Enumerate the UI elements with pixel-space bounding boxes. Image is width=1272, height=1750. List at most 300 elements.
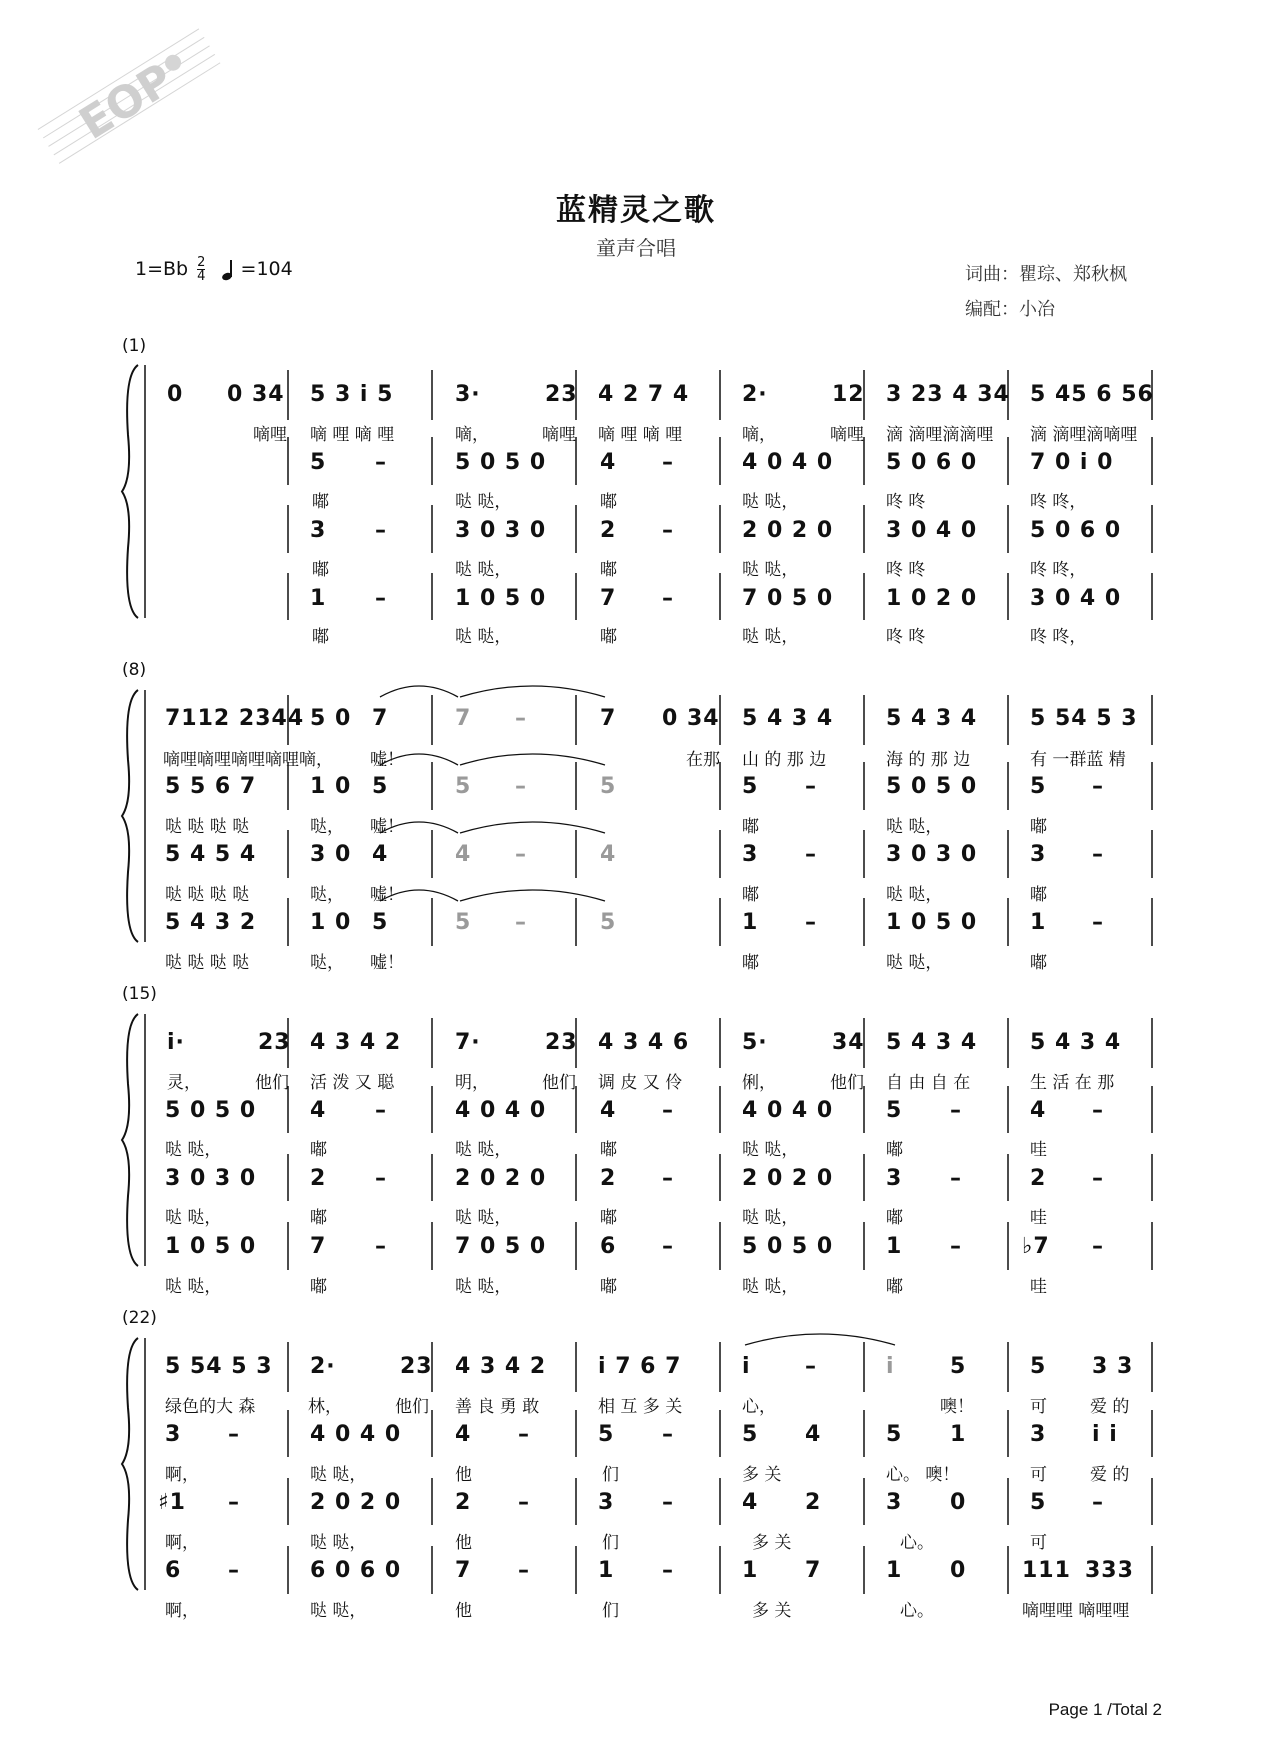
note-group: ♭7: [1022, 1234, 1050, 1259]
note-group: 3: [310, 518, 327, 543]
lyric: 咚 咚: [886, 492, 926, 512]
note-group: 3: [165, 1422, 182, 1447]
lyric: 他们: [255, 1073, 289, 1093]
lyric: 可: [1030, 1533, 1047, 1553]
lyric: 啊，: [165, 1465, 199, 1485]
lyric: 哒 哒，: [455, 1277, 512, 1297]
note-group: 4 3 4 2: [310, 1030, 402, 1055]
note-group: 0 34: [662, 706, 720, 731]
note-group: –: [375, 1166, 387, 1191]
note-group: 12: [832, 382, 865, 407]
lyric: 哒 哒，: [310, 1533, 367, 1553]
note-group: 1 0 5 0: [886, 910, 978, 935]
note-group: 4 0 4 0: [455, 1098, 547, 1123]
note-group: –: [805, 910, 817, 935]
lyric: 滴 滴哩滴滴哩: [886, 425, 994, 445]
note-group: 3 0 4 0: [1030, 586, 1122, 611]
lyric: 嘟: [312, 560, 329, 580]
note-group: 5 4 3 2: [165, 910, 257, 935]
note-group: –: [375, 1098, 387, 1123]
note-group: –: [518, 1558, 530, 1583]
note-group: 0: [167, 382, 184, 407]
lyric: 哒 哒，: [165, 1140, 222, 1160]
lyric: 噢！: [940, 1397, 974, 1417]
lyric: 嘀哩: [542, 425, 576, 445]
note-group: 5 54 5 3: [165, 1354, 273, 1379]
note-group: –: [375, 1234, 387, 1259]
note-group: 2: [310, 1166, 327, 1191]
note-group: –: [1092, 842, 1104, 867]
note-group: –: [515, 842, 527, 867]
note-group: 4: [600, 1098, 617, 1123]
note-group: 23: [400, 1354, 433, 1379]
lyric: 哒，: [310, 817, 344, 837]
note-group: 7: [805, 1558, 822, 1583]
lyric: 哒 哒，: [886, 885, 943, 905]
note-group: 1: [950, 1422, 967, 1447]
note-group: 0: [950, 1490, 967, 1515]
note-group: 3 0 4 0: [886, 518, 978, 543]
note-group: 5 4 5 4: [165, 842, 257, 867]
note-group: 5: [886, 1098, 903, 1123]
note-group: 4: [600, 842, 617, 867]
lyric: 嘘！: [370, 885, 404, 905]
lyric: 哇: [1030, 1208, 1047, 1228]
lyric: 哒 哒 哒 哒: [165, 817, 250, 837]
lyric: 哒 哒，: [165, 1277, 222, 1297]
lyric: 们: [602, 1465, 619, 1485]
note-group: 3: [886, 1490, 903, 1515]
tie-arc: [380, 686, 458, 697]
lyric: 咚 咚: [886, 560, 926, 580]
lyric: 自 由 自 在: [886, 1073, 971, 1093]
note-group: 3 0 3 0: [886, 842, 978, 867]
lyric: 善 良 勇 敢: [455, 1397, 540, 1417]
lyric: 滴 滴哩滴嘀哩: [1030, 425, 1138, 445]
note-group: 7·: [455, 1030, 481, 1055]
song-title: 蓝精灵之歌: [556, 193, 716, 228]
note-group: 5: [455, 774, 472, 799]
note-group: –: [518, 1490, 530, 1515]
lyric: 嘀，: [742, 425, 776, 445]
lyric: 哒 哒，: [310, 1601, 367, 1621]
note-group: 4 3 4 6: [598, 1030, 690, 1055]
note-group: –: [1092, 1490, 1104, 1515]
lyric: 哒 哒，: [455, 492, 512, 512]
lyric: 哒 哒，: [310, 1465, 367, 1485]
lyric: 嘟: [312, 492, 329, 512]
note-group: 5 5 6 7: [165, 774, 257, 799]
lyric: 他: [455, 1533, 472, 1553]
note-group: –: [1092, 1166, 1104, 1191]
system-number: (8): [122, 660, 147, 680]
note-group: 5: [598, 1422, 615, 1447]
lyric: 嘀，: [455, 425, 489, 445]
note-group: 5: [886, 1422, 903, 1447]
lyric: 嘟: [310, 1208, 327, 1228]
note-group: –: [662, 1098, 674, 1123]
note-group: 4 2 7 4: [598, 382, 690, 407]
lyric: 咚 咚，: [1030, 627, 1087, 647]
note-group: 111: [1022, 1558, 1071, 1583]
note-group: 1 0 5 0: [165, 1234, 257, 1259]
note-group: –: [1092, 1098, 1104, 1123]
note-group: 5 0 5 0: [165, 1098, 257, 1123]
note-group: 5 0 5 0: [455, 450, 547, 475]
note-group: 1 0 5 0: [455, 586, 547, 611]
lyric: 他们: [395, 1397, 429, 1417]
lyric: 哒 哒，: [742, 1208, 799, 1228]
note-group: 5 0 5 0: [886, 774, 978, 799]
note-group: –: [1092, 1234, 1104, 1259]
note-group: 333: [1085, 1558, 1134, 1583]
note-group: 4: [455, 1422, 472, 1447]
note-group: i 7 6 7: [598, 1354, 682, 1379]
note-group: 5 54 5 3: [1030, 706, 1138, 731]
note-group: 6: [165, 1558, 182, 1583]
system-number: (22): [122, 1308, 157, 1328]
note-group: 5: [372, 910, 389, 935]
lyric: 心。: [900, 1601, 934, 1621]
note-group: 5 4 3 4: [886, 706, 978, 731]
note-group: 2: [1030, 1166, 1047, 1191]
note-group: 5 0 6 0: [1030, 518, 1122, 543]
lyric: 嘘！: [370, 953, 404, 973]
lyricist-credit: 词曲：瞿琮、郑秋枫: [965, 264, 1127, 285]
system-number: (15): [122, 984, 157, 1004]
lyric: 多 关: [742, 1465, 782, 1485]
note-group: 3: [1030, 842, 1047, 867]
note-group: –: [375, 518, 387, 543]
lyric: 啊，: [165, 1533, 199, 1553]
lyric: 嘟: [1030, 817, 1047, 837]
note-group: 3 3: [1092, 1354, 1134, 1379]
note-group: 7: [455, 1558, 472, 1583]
system-brace: [122, 690, 138, 942]
lyric: 嘀 哩 嘀 哩: [310, 425, 395, 445]
note-group: i i: [1092, 1422, 1118, 1447]
note-group: 5: [455, 910, 472, 935]
note-group: 1: [742, 910, 759, 935]
lyric: 哒 哒，: [165, 1208, 222, 1228]
note-group: 3 23 4 34: [886, 382, 1010, 407]
note-group: –: [228, 1558, 240, 1583]
note-group: 2 0 2 0: [310, 1490, 402, 1515]
note-group: 2 0 2 0: [455, 1166, 547, 1191]
page-indicator: Page 1 /Total 2: [1048, 1700, 1162, 1719]
note-group: 7: [600, 706, 617, 731]
note-group: 7: [600, 586, 617, 611]
tempo-marking: =104: [240, 258, 293, 280]
lyric: 咚 咚: [886, 627, 926, 647]
lyric: 哇: [1030, 1277, 1047, 1297]
lyric: 哒，: [310, 885, 344, 905]
note-group: 5: [372, 774, 389, 799]
note-group: 1: [886, 1234, 903, 1259]
note-group: –: [375, 450, 387, 475]
tie-arc: [745, 1334, 895, 1345]
note-group: 5·: [742, 1030, 768, 1055]
note-group: 1: [310, 586, 327, 611]
note-group: –: [1092, 910, 1104, 935]
time-signature-bottom: 4: [197, 269, 206, 284]
note-group: 3: [1030, 1422, 1047, 1447]
note-group: –: [518, 1422, 530, 1447]
arranger-credit: 编配：小冶: [965, 299, 1055, 320]
lyric: 们: [602, 1601, 619, 1621]
lyric: 嘟: [742, 953, 759, 973]
lyric: 绿色的大 森: [165, 1397, 256, 1417]
note-group: 1: [1030, 910, 1047, 935]
system-brace: [122, 365, 138, 618]
lyric: 嘟: [600, 492, 617, 512]
note-group: –: [950, 1166, 962, 1191]
note-group: 7 0 5 0: [742, 586, 834, 611]
lyric: 他们: [830, 1073, 864, 1093]
note-group: 1: [598, 1558, 615, 1583]
lyric: 嘟: [600, 1208, 617, 1228]
lyric: 山 的 那 边: [742, 750, 827, 770]
lyric: 啊，: [165, 1601, 199, 1621]
lyric: 哒 哒 哒 哒: [165, 953, 250, 973]
lyric: 明，: [455, 1073, 489, 1093]
lyric: 嘟: [1030, 885, 1047, 905]
lyric: 哒 哒，: [886, 817, 943, 837]
note-group: 2·: [310, 1354, 336, 1379]
tie-arc: [460, 822, 605, 833]
key-tempo-line: [135, 256, 293, 283]
lyric: 他: [455, 1465, 472, 1485]
lyric: 哒，: [310, 953, 344, 973]
note-group: 5 0: [310, 706, 352, 731]
note-group: 0 34: [227, 382, 285, 407]
lyric: 嘟: [742, 885, 759, 905]
lyric: 相 互 多 关: [598, 1397, 683, 1417]
note-group: 7 0 5 0: [455, 1234, 547, 1259]
note-group: 2: [600, 1166, 617, 1191]
note-group: 7: [372, 706, 389, 731]
note-group: 3 0 3 0: [455, 518, 547, 543]
lyric: 他们: [542, 1073, 576, 1093]
note-group: –: [515, 774, 527, 799]
lyric: 多 关: [752, 1601, 792, 1621]
note-group: 1 0: [310, 910, 352, 935]
key-signature: 1=Bb: [135, 258, 189, 280]
note-group: 2: [600, 518, 617, 543]
note-group: –: [515, 706, 527, 731]
note-group: –: [662, 450, 674, 475]
note-group: –: [662, 1422, 674, 1447]
lyric: 海 的 那 边: [886, 750, 971, 770]
note-group: 7112 2344: [165, 706, 305, 731]
lyric: 嘟: [600, 1277, 617, 1297]
note-group: 2: [805, 1490, 822, 1515]
note-group: i: [886, 1354, 895, 1379]
lyric: 嘟: [600, 627, 617, 647]
note-group: 4: [742, 1490, 759, 1515]
note-group: –: [1092, 774, 1104, 799]
lyric: 嘘！: [370, 817, 404, 837]
note-group: –: [228, 1490, 240, 1515]
note-group: 5: [1030, 1354, 1047, 1379]
lyric: 哒 哒 哒 哒: [165, 885, 250, 905]
lyric: 有 一群蓝 精: [1030, 750, 1126, 770]
note-group: 2·: [742, 382, 768, 407]
note-group: 23: [545, 382, 578, 407]
lyric: 嘟: [600, 1140, 617, 1160]
note-group: 5 0 6 0: [886, 450, 978, 475]
svg-text:EOP: EOP: [70, 53, 183, 150]
lyric: 心。: [900, 1533, 934, 1553]
lyric: 哒 哒，: [886, 953, 943, 973]
note-group: 5: [742, 1422, 759, 1447]
lyric: 哒 哒，: [455, 1208, 512, 1228]
lyric: 嘀哩嘀哩嘀哩嘀哩嘀，: [163, 750, 333, 770]
lyric: 林，: [308, 1397, 342, 1417]
note-group: 23: [545, 1030, 578, 1055]
note-group: –: [805, 1354, 817, 1379]
lyric: 嘀哩: [253, 425, 287, 445]
note-group: 4 3 4 2: [455, 1354, 547, 1379]
lyric: 哒 哒，: [455, 1140, 512, 1160]
lyric: 哒 哒，: [742, 627, 799, 647]
note-group: 0: [950, 1558, 967, 1583]
lyric: 哒 哒，: [742, 492, 799, 512]
note-group: i: [742, 1354, 751, 1379]
lyric: 嘟: [886, 1208, 903, 1228]
lyric: 咚 咚，: [1030, 560, 1087, 580]
lyric: 灵，: [167, 1073, 201, 1093]
note-group: 5: [600, 774, 617, 799]
note-group: –: [228, 1422, 240, 1447]
note-group: 4: [805, 1422, 822, 1447]
note-group: 5: [1030, 774, 1047, 799]
lyric: 俐，: [742, 1073, 776, 1093]
lyric: 哒 哒，: [455, 627, 512, 647]
lyric: 嘟: [600, 560, 617, 580]
lyric: 嘟: [1030, 953, 1047, 973]
note-group: 5 4 3 4: [1030, 1030, 1122, 1055]
note-group: –: [950, 1098, 962, 1123]
note-group: ♯1: [158, 1490, 186, 1515]
note-group: 4 0 4 0: [310, 1422, 402, 1447]
note-group: 7: [310, 1234, 327, 1259]
lyric: 嘟: [310, 1277, 327, 1297]
note-group: 3·: [455, 382, 481, 407]
tie-arc: [460, 754, 605, 765]
lyric: 嘟: [886, 1277, 903, 1297]
lyric: 可: [1030, 1397, 1047, 1417]
lyric: 嘟: [312, 627, 329, 647]
note-group: 23: [258, 1030, 291, 1055]
lyric: 他: [455, 1601, 472, 1621]
note-group: 7: [455, 706, 472, 731]
note-group: 3: [598, 1490, 615, 1515]
lyric: 多 关: [752, 1533, 792, 1553]
note-group: 1: [886, 1558, 903, 1583]
note-group: 5: [742, 774, 759, 799]
note-group: 6: [600, 1234, 617, 1259]
note-group: –: [375, 586, 387, 611]
lyric: 哒 哒，: [742, 1140, 799, 1160]
lyric: 嘀哩哩 嘀哩哩: [1022, 1601, 1130, 1621]
time-signature-top: 2: [197, 255, 206, 270]
note-group: 6 0 6 0: [310, 1558, 402, 1583]
lyric: 哒 哒，: [455, 560, 512, 580]
lyric: 哒 哒，: [742, 1277, 799, 1297]
lyric: 哒 哒，: [742, 560, 799, 580]
note-group: –: [662, 1234, 674, 1259]
lyric: 心，: [742, 1397, 776, 1417]
note-group: 5 3 i 5: [310, 382, 394, 407]
lyric: 在那: [686, 750, 720, 770]
note-group: 3 0: [310, 842, 352, 867]
lyric: 嘀哩: [830, 425, 864, 445]
note-group: –: [662, 1490, 674, 1515]
note-group: 1 0: [310, 774, 352, 799]
lyric: 活 泼 又 聪: [310, 1073, 395, 1093]
note-group: 5 0 5 0: [742, 1234, 834, 1259]
note-group: 2 0 2 0: [742, 518, 834, 543]
lyric: 可: [1030, 1465, 1047, 1485]
lyric: 嘟: [742, 817, 759, 837]
note-group: 5 4 3 4: [742, 706, 834, 731]
tie-arc: [460, 890, 605, 901]
note-group: 5: [950, 1354, 967, 1379]
lyric: 嘟: [310, 1140, 327, 1160]
note-group: 5: [310, 450, 327, 475]
note-group: 4: [600, 450, 617, 475]
lyric: 心。 噢！: [886, 1465, 960, 1485]
note-group: 5 4 3 4: [886, 1030, 978, 1055]
note-group: 4: [372, 842, 389, 867]
note-group: 2: [455, 1490, 472, 1515]
note-group: 5 45 6 56: [1030, 382, 1154, 407]
note-group: 2 0 2 0: [742, 1166, 834, 1191]
note-group: –: [662, 586, 674, 611]
note-group: –: [805, 842, 817, 867]
note-group: 3: [742, 842, 759, 867]
lyric: 嘘！: [370, 750, 404, 770]
note-group: 3 0 3 0: [165, 1166, 257, 1191]
note-group: 1: [742, 1558, 759, 1583]
note-group: 7 0 i 0: [1030, 450, 1114, 475]
note-group: –: [662, 518, 674, 543]
system-brace: [122, 1338, 138, 1590]
lyric: 嘀 哩 嘀 哩: [598, 425, 683, 445]
note-group: 5: [600, 910, 617, 935]
note-group: 3: [886, 1166, 903, 1191]
note-group: 4: [310, 1098, 327, 1123]
lyric: 咚 咚，: [1030, 492, 1087, 512]
note-group: 4 0 4 0: [742, 450, 834, 475]
note-group: –: [662, 1558, 674, 1583]
time-signature: [197, 256, 205, 283]
note-group: 4: [1030, 1098, 1047, 1123]
note-group: –: [805, 774, 817, 799]
note-group: 1 0 2 0: [886, 586, 978, 611]
lyric: 爱 的: [1090, 1465, 1130, 1485]
note-group: –: [950, 1234, 962, 1259]
note-group: 4: [455, 842, 472, 867]
note-group: –: [515, 910, 527, 935]
lyric: 调 皮 又 伶: [598, 1073, 683, 1093]
lyric: 生 活 在 那: [1030, 1073, 1115, 1093]
lyric: 嘟: [886, 1140, 903, 1160]
quarter-note-icon: [222, 260, 234, 280]
tie-arc: [460, 686, 605, 697]
note-group: i·: [167, 1030, 185, 1055]
